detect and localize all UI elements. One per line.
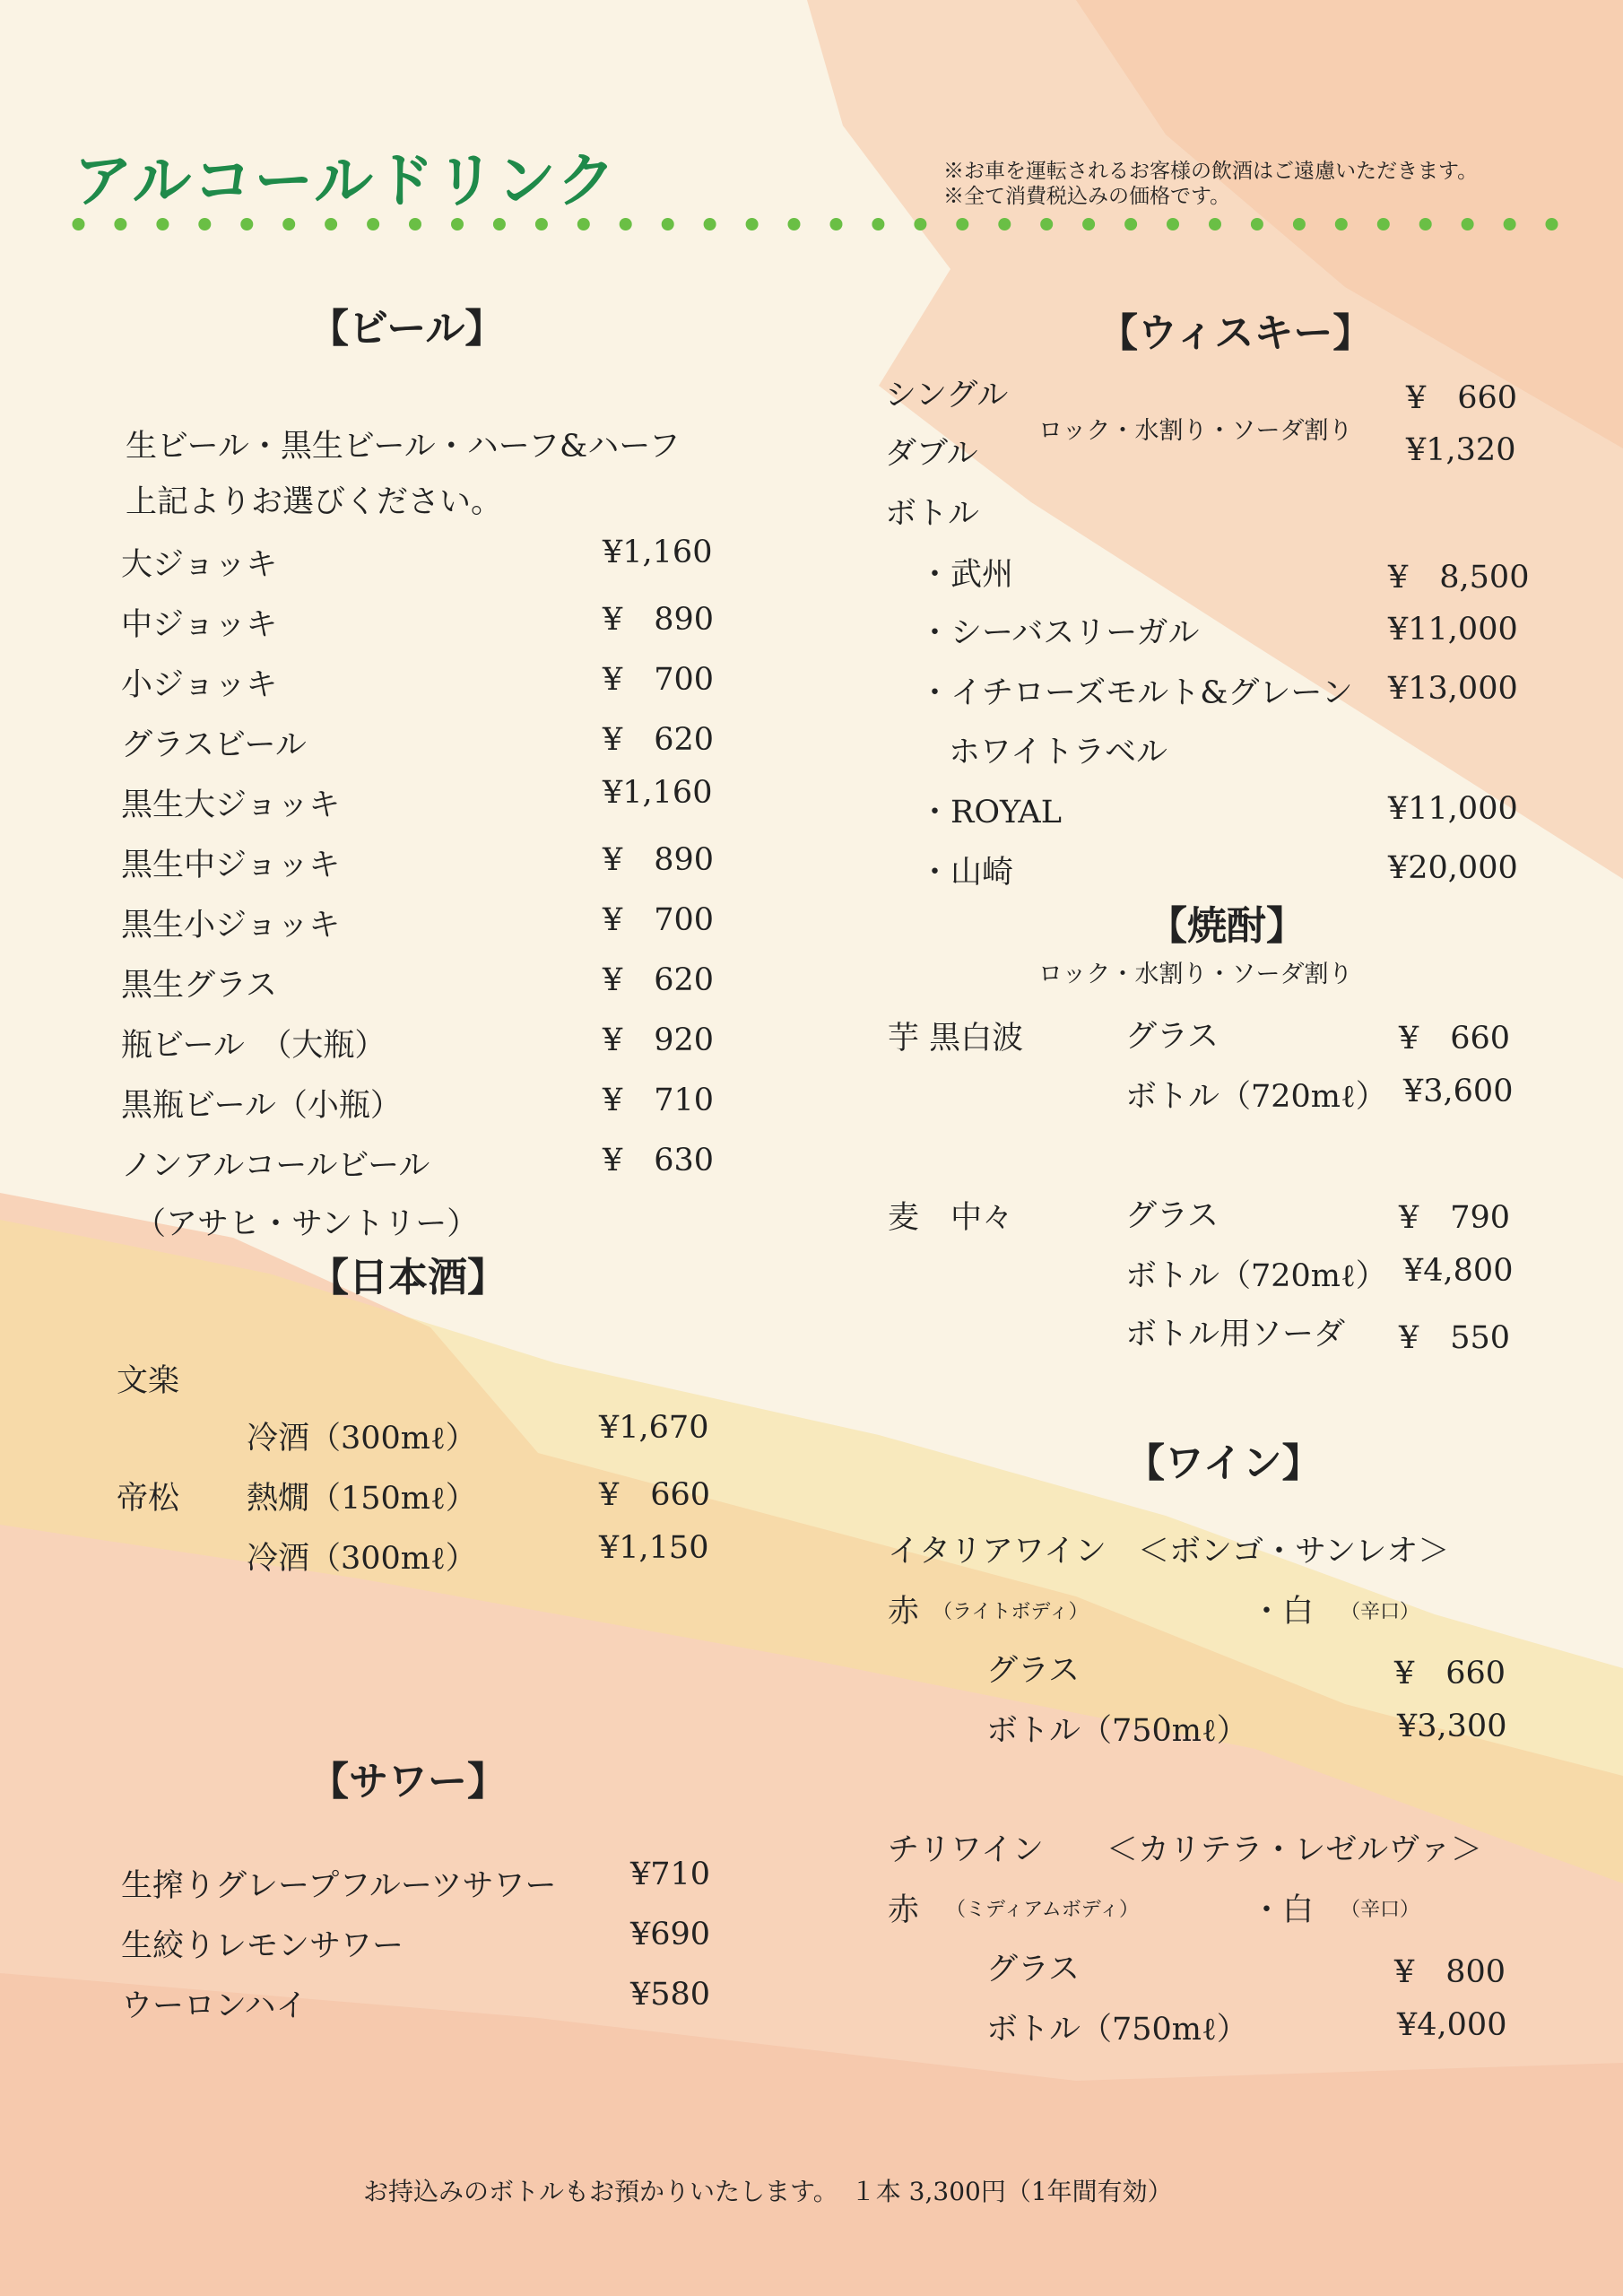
wine-italy-red-note: （ライトボディ）: [933, 1601, 1089, 1623]
divider-dot: [282, 218, 295, 230]
beer-item-price: ¥ 630: [603, 1143, 715, 1178]
sake-item-price: ¥1,150: [599, 1530, 709, 1566]
footer-bottle-keep: お持込みのボトルもお預かりいたします。 １本 3,300円（1年間有効）: [363, 2177, 1173, 2206]
beer-item-price: ¥ 920: [603, 1022, 715, 1058]
beer-heading: 【ビール】: [309, 306, 505, 352]
divider-dot: [830, 218, 843, 230]
shochu-item-name: ボトル（720mℓ）: [1125, 1258, 1387, 1294]
wine-chile-red-note: （ミディアムボディ）: [946, 1899, 1139, 1921]
shochu-item-name: グラス: [1125, 1019, 1219, 1055]
beer-item-name: 黒瓶ビール（小瓶）: [121, 1088, 402, 1124]
divider-dot: [1335, 218, 1348, 230]
beer-item-name: 瓶ビール （大瓶）: [121, 1028, 386, 1064]
wine-item-price: ¥3,300: [1397, 1709, 1507, 1744]
divider-dot: [240, 218, 253, 230]
whisky-bottle-name: ・イチローズモルト&グレーン: [919, 675, 1353, 711]
notice-tax: ※全て消費税込みの価格です。: [943, 185, 1231, 208]
whisky-double: ダブル: [885, 436, 978, 472]
wine-item-name: ボトル（750mℓ）: [986, 2012, 1248, 2048]
divider-dot: [1546, 218, 1558, 230]
divider-dot: [577, 218, 590, 230]
beer-item-name: グラスビール: [121, 727, 307, 763]
beer-item-price: ¥1,160: [603, 535, 713, 570]
divider-dot: [156, 218, 169, 230]
divider-dot: [114, 218, 126, 230]
beer-item-name: 黒生グラス: [121, 968, 277, 1004]
whisky-bottle-name: ホワイトラベル: [949, 735, 1167, 770]
whisky-bottle-price: ¥20,000: [1388, 850, 1518, 886]
shochu-item-name: ボトル用ソーダ: [1125, 1317, 1346, 1352]
beer-intro-1: 生ビール・黒生ビール・ハーフ&ハーフ: [126, 429, 681, 465]
wine-item-name: グラス: [986, 1952, 1080, 1987]
divider-dot: [493, 218, 506, 230]
wine-chile-white: ・白: [1251, 1892, 1315, 1928]
whisky-single: シングル: [885, 378, 1009, 413]
beer-item-price: ¥ 700: [603, 662, 715, 698]
beer-item-price: ¥ 700: [603, 902, 715, 938]
whisky-bottle-price: ¥ 8,500: [1388, 560, 1530, 596]
sake-item-name: 熱燗（150mℓ）: [247, 1481, 477, 1517]
beer-item-name: 黒生大ジョッキ: [121, 787, 341, 823]
wine-chile-white-note: （辛口）: [1341, 1899, 1420, 1921]
divider-dot: [451, 218, 464, 230]
divider-dot: [1462, 218, 1474, 230]
wine-italy-white: ・白: [1251, 1594, 1315, 1630]
shochu-imo-label: 芋 黒白波: [888, 1021, 1024, 1057]
sake-item-price: ¥1,670: [599, 1410, 709, 1446]
divider-dot: [662, 218, 674, 230]
page-title: アルコールドリンク: [74, 145, 618, 215]
divider-dot: [73, 218, 85, 230]
shochu-item-name: グラス: [1125, 1198, 1219, 1234]
divider-dot: [409, 218, 421, 230]
shochu-item-price: ¥ 660: [1399, 1021, 1511, 1057]
beer-intro-2: 上記よりお選びください。: [126, 484, 503, 520]
beer-item-name: ノンアルコールビール: [121, 1148, 430, 1184]
sake-heading: 【日本酒】: [309, 1255, 507, 1300]
wine-italy-red: 赤: [888, 1594, 920, 1630]
divider-dot: [1209, 218, 1221, 230]
sour-item-price: ¥580: [630, 1977, 711, 2013]
wine-item-name: グラス: [986, 1653, 1080, 1689]
divider-dot: [535, 218, 548, 230]
sour-item-name: 生搾りグレープフルーツサワー: [121, 1868, 557, 1904]
beer-item-price: ¥1,160: [603, 775, 713, 811]
sour-item-name: 生絞りレモンサワー: [121, 1928, 404, 1964]
divider-dot: [788, 218, 801, 230]
divider-dot: [1504, 218, 1516, 230]
divider-dot: [872, 218, 884, 230]
whisky-bottle-label: ボトル: [885, 496, 980, 532]
divider-dot: [1293, 218, 1306, 230]
wine-chile-label: チリワイン ＜カリテラ・レゼルヴァ＞: [888, 1832, 1482, 1868]
sake-brand-mikadomatsu: 帝松: [117, 1481, 180, 1517]
beer-item-name: 小ジョッキ: [121, 667, 278, 703]
dotted-divider: [57, 217, 1573, 231]
whisky-bottle-name: ・シーバスリーガル: [919, 615, 1200, 651]
divider-dot: [956, 218, 968, 230]
wine-item-price: ¥ 800: [1394, 1954, 1506, 1990]
divider-dot: [1167, 218, 1179, 230]
shochu-item-price: ¥3,600: [1403, 1074, 1514, 1109]
beer-item-name: 大ジョッキ: [121, 547, 278, 583]
whisky-bottle-name: ・武州: [919, 557, 1014, 593]
sour-item-price: ¥710: [630, 1857, 711, 1892]
wine-italy-white-note: （辛口）: [1341, 1601, 1420, 1623]
shochu-mugi-label: 麦 中々: [888, 1200, 1014, 1236]
divider-dot: [1040, 218, 1053, 230]
divider-dot: [1082, 218, 1095, 230]
wine-item-price: ¥ 660: [1394, 1656, 1506, 1692]
sake-item-name: 冷酒（300mℓ）: [247, 1541, 477, 1577]
shochu-item-price: ¥4,800: [1403, 1253, 1514, 1289]
notice-driving: ※お車を運転されるお客様の飲酒はご遠慮いただきます。: [943, 160, 1479, 183]
wine-heading: 【ワイン】: [1125, 1440, 1322, 1486]
sake-item-name: 冷酒（300mℓ）: [247, 1421, 477, 1457]
whisky-single-price: ¥ 660: [1406, 380, 1518, 416]
beer-item-price: ¥ 710: [603, 1083, 715, 1118]
sour-heading: 【サワー】: [309, 1759, 507, 1805]
shochu-heading: 【焼酎】: [1148, 903, 1306, 949]
whisky-double-price: ¥1,320: [1406, 432, 1516, 468]
divider-dot: [998, 218, 1011, 230]
beer-item-name: 中ジョッキ: [121, 607, 278, 643]
divider-dot: [325, 218, 337, 230]
shochu-style: ロック・水割り・ソーダ割り: [1038, 961, 1353, 988]
divider-dot: [620, 218, 632, 230]
divider-dot: [704, 218, 716, 230]
divider-dot: [198, 218, 211, 230]
wine-item-name: ボトル（750mℓ）: [986, 1713, 1248, 1749]
sake-brand-bunraku: 文楽: [117, 1363, 180, 1399]
wine-item-price: ¥4,000: [1397, 2007, 1507, 2043]
divider-dot: [367, 218, 379, 230]
divider-dot: [914, 218, 926, 230]
beer-item-price: ¥ 620: [603, 722, 715, 758]
wine-chile-red: 赤: [888, 1892, 920, 1928]
nonalc-note: （アサヒ・サントリー）: [135, 1206, 479, 1242]
whisky-bottle-price: ¥11,000: [1388, 791, 1518, 827]
beer-item-price: ¥ 890: [603, 602, 715, 638]
divider-dot: [1419, 218, 1432, 230]
shochu-item-name: ボトル（720mℓ）: [1125, 1079, 1387, 1115]
beer-item-price: ¥ 890: [603, 842, 715, 878]
whisky-bottle-price: ¥13,000: [1388, 671, 1518, 707]
divider-dot: [1377, 218, 1390, 230]
sour-item-price: ¥690: [630, 1917, 711, 1952]
beer-item-name: 黒生小ジョッキ: [121, 908, 341, 944]
divider-dot: [1124, 218, 1137, 230]
whisky-style: ロック・水割り・ソーダ割り: [1038, 417, 1353, 445]
whisky-bottle-price: ¥11,000: [1388, 612, 1518, 648]
divider-dot: [1251, 218, 1263, 230]
shochu-item-price: ¥ 790: [1399, 1200, 1511, 1236]
wine-italy-label: イタリアワイン ＜ボンゴ・サンレオ＞: [888, 1534, 1450, 1570]
shochu-item-price: ¥ 550: [1399, 1320, 1511, 1356]
beer-item-price: ¥ 620: [603, 962, 715, 998]
sake-item-price: ¥ 660: [599, 1477, 711, 1513]
whisky-heading: 【ウィスキー】: [1098, 310, 1373, 356]
divider-dot: [746, 218, 759, 230]
beer-item-name: 黒生中ジョッキ: [121, 848, 341, 883]
whisky-bottle-name: ・山崎: [919, 855, 1014, 891]
sour-item-name: ウーロンハイ: [121, 1988, 308, 2024]
whisky-bottle-name: ・ROYAL: [919, 795, 1062, 831]
